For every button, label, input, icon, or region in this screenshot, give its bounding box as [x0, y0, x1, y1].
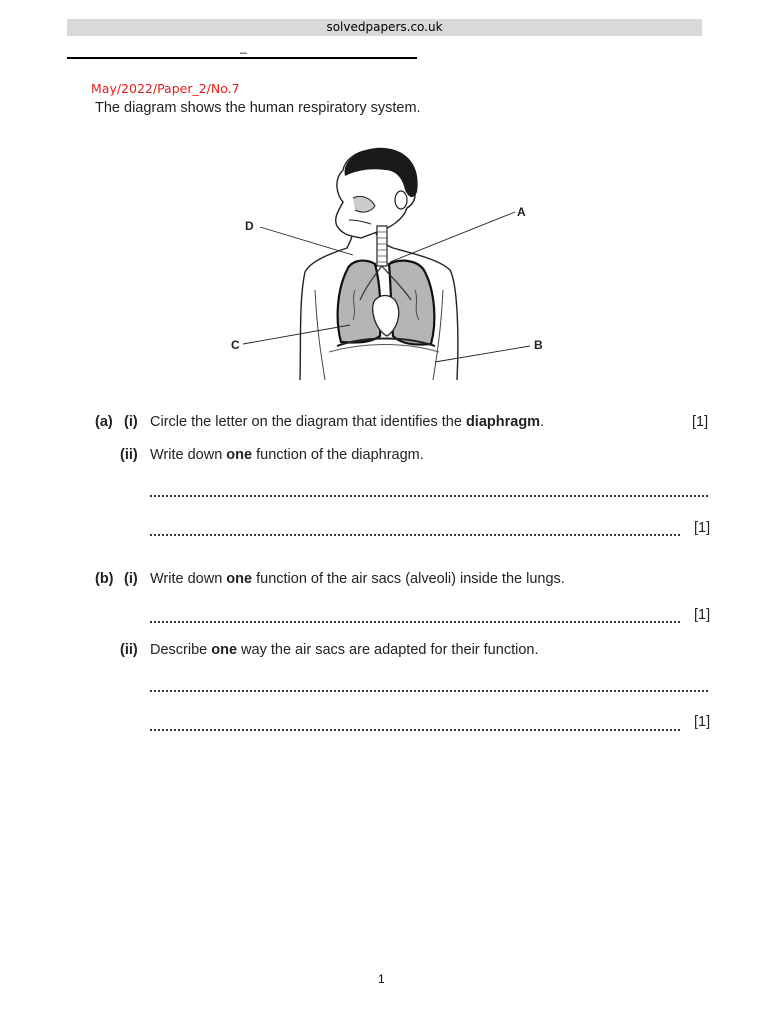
site-header-bar — [67, 19, 702, 36]
marks-b-ii: [1] — [694, 714, 711, 730]
pointer-d — [260, 227, 353, 255]
question-a-ii: Write down one function of the diaphragm. — [150, 447, 424, 463]
ear — [395, 191, 407, 209]
marks-a-i: [1] — [692, 414, 709, 430]
marks-a-ii: [1] — [694, 520, 711, 536]
header-rule — [67, 57, 417, 59]
answer-line-a-ii-2[interactable] — [150, 534, 680, 536]
site-url: solvedpapers.co.uk — [326, 20, 443, 34]
question-reference: May/2022/Paper_2/No.7 — [91, 81, 240, 96]
label-d: D — [245, 219, 254, 233]
marks-b-i: [1] — [694, 607, 711, 623]
page-number: 1 — [378, 972, 385, 986]
intro-text: The diagram shows the human respiratory system. — [95, 100, 421, 116]
header-dash: _ — [240, 40, 247, 54]
answer-line-b-ii-1[interactable] — [150, 690, 708, 692]
part-a-ii-label: (ii) — [120, 447, 138, 463]
part-b-ii-label: (ii) — [120, 642, 138, 658]
question-b-ii: Describe one way the air sacs are adapted for their function. — [150, 642, 539, 658]
part-a-label: (a) — [95, 414, 113, 430]
answer-line-b-i[interactable] — [150, 621, 680, 623]
answer-line-a-ii-1[interactable] — [150, 495, 708, 497]
respiratory-diagram — [225, 140, 555, 385]
part-b-i-label: (i) — [124, 571, 138, 587]
part-b-label: (b) — [95, 571, 114, 587]
label-c: C — [231, 338, 240, 352]
pointer-a — [390, 212, 515, 262]
answer-line-b-ii-2[interactable] — [150, 729, 680, 731]
question-a-i: Circle the letter on the diagram that identifies the diaphragm. — [150, 414, 545, 430]
part-a-i-label: (i) — [124, 414, 138, 430]
label-a: A — [517, 205, 526, 219]
label-b: B — [534, 338, 543, 352]
question-b-i: Write down one function of the air sacs (alveoli) inside the lungs. — [150, 571, 565, 587]
